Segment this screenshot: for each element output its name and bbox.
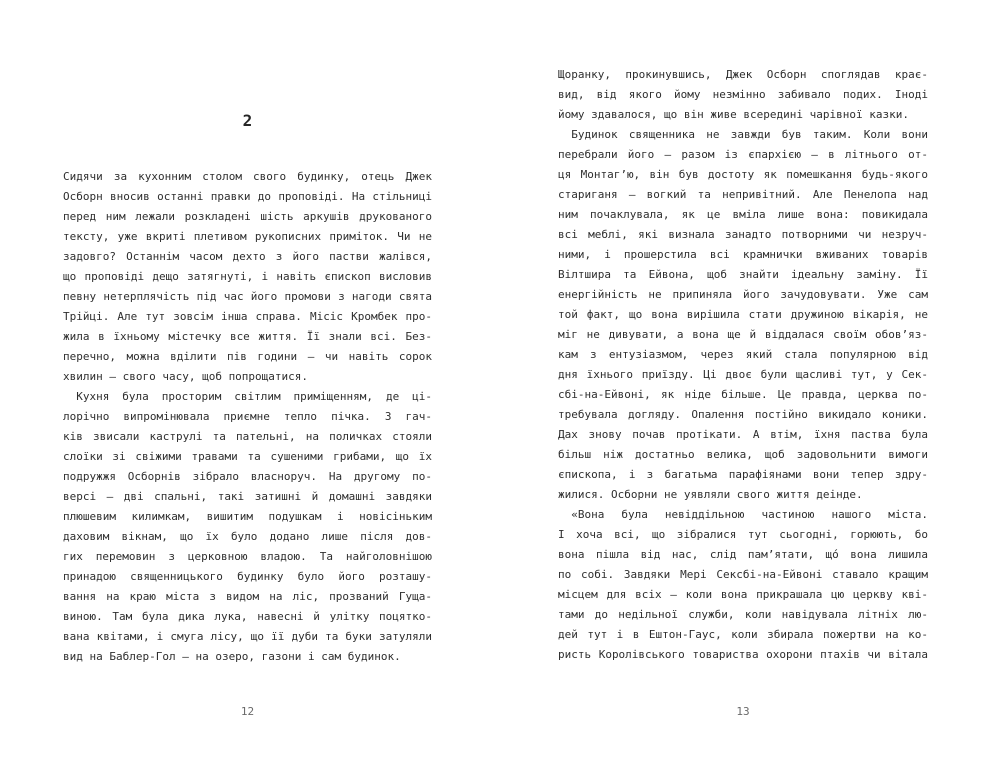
page-right-text	[558, 65, 928, 665]
text-line: лорічно випромінювала приємне тепло пічка. З гач-	[63, 410, 432, 423]
text-line: подружжя Осборнів зібрало власноруч. На другому по-	[63, 470, 432, 483]
text-line: ця Монтаг’ю, він був достоту як помешкання будь-якого	[558, 168, 928, 181]
text-line: вана квітами, і смуга лісу, що її дуби та буки затуляли	[63, 630, 432, 643]
text-line: кам з ентузіазмом, через який стала популярною від	[558, 348, 928, 361]
text-line: тексту, уже вкриті плетивом рукописних приміток. Чи не	[63, 230, 432, 243]
text-line: той факт, що вона вирішила стати дружиною вікарія, не	[558, 308, 928, 321]
text-line: сбі-на-Ейвоні, як ніде більше. Це правда, церква по-	[558, 388, 928, 401]
text-line: вання на краю міста з видом на ліс, прозваний Гуща-	[63, 590, 432, 603]
text-line: вид на Баблер-Гол — на озеро, газони і сам будинок.	[63, 650, 401, 663]
text-line: міг не дивувати, а вона ще й віддалася своїм обов’яз-	[558, 328, 928, 341]
text-line: задовго? Останнім часом дехто з його пастви жалівся,	[63, 250, 432, 263]
text-line: даховим вікнам, що їх було додано лише після дов-	[63, 530, 432, 543]
text-line: єпископа, і з багатьма парафіянами вони тепер здру-	[558, 468, 928, 481]
text-line: місцем для всіх — коли вона прикрашала цю церкву кві-	[558, 588, 928, 601]
text-line: дня їхнього приїзду. Ці двоє були щасливі тут, у Сек-	[558, 368, 928, 381]
text-line: гих перемовин з церковною владою. Та найголовнішою	[63, 550, 432, 563]
text-line: певну нетерплячість під час його промови з нагоди свята	[63, 290, 432, 303]
text-line: вид, від якого йому незмінно забивало подих. Іноді	[558, 88, 928, 101]
text-line: Щоранку, прокинувшись, Джек Осборн споглядав крає-	[558, 68, 928, 81]
text-line: вона пішла від нас, слід пам’ятати, щó вона лишила	[558, 548, 928, 561]
text-line: версі — дві спальні, такі затишні й домашні завдяки	[63, 490, 432, 503]
text-line: енергійність не припиняла його зачудовувати. Уже сам	[558, 288, 928, 301]
text-line: дей тут і в Ештон-Гаус, коли збирала пожертви на ко-	[558, 628, 928, 641]
text-line: перечно, можна вділити пів години — чи навіть сорок	[63, 350, 432, 363]
text-line: всі меблі, які визнала занадто потворними чи незруч-	[558, 228, 928, 241]
text-line: йому здавалося, що він живе всередині чарівної казки.	[558, 108, 909, 121]
text-line: що проповіді дещо затягнуті, і навіть єпископ висловив	[63, 270, 432, 283]
page-number-left: 12	[240, 705, 255, 718]
text-line: Дах знову почав протікати. А втім, їхня паства була	[558, 428, 928, 441]
text-line: требувала догляду. Опалення постійно викидало коники.	[558, 408, 928, 421]
text-line: Вілтшира та Ейвона, щоб знайти ідеальну заміну. Її	[558, 268, 928, 281]
text-line: ними, і прошерстила всі крамнички вживаних товарів	[558, 248, 928, 261]
text-line: «Вона була невіддільною частиною нашого міста.	[571, 508, 928, 521]
text-line: І хоча всі, що зібралися тут сьогодні, горюють, бо	[558, 528, 928, 541]
text-line: ним почаклувала, як це вміла лише вона: повикидала	[558, 208, 928, 221]
text-line: принадою священницького будинку було його розташу-	[63, 570, 432, 583]
text-line: хвилин — свого часу, щоб попрощатися.	[63, 370, 309, 383]
text-line: ків звисали каструлі та пательні, на поличках стояли	[63, 430, 432, 443]
text-line: слоїки зі свіжими травами та сушеними грибами, що їх	[63, 450, 432, 463]
chapter-number: 2	[242, 111, 253, 130]
page-left-text	[63, 167, 432, 667]
text-line: Будинок священника не завжди був таким. Коли вони	[571, 128, 928, 141]
text-line: Сидячи за кухонним столом свого будинку, отець Джек	[63, 170, 432, 183]
text-line: перебрали його — разом із єпархією — в літнього от-	[558, 148, 928, 161]
text-line: плюшевим килимкам, вишитим подушкам і новісіньким	[63, 510, 432, 523]
text-line: стариганя — вогкий та непривітний. Але Пенелопа над	[558, 188, 928, 201]
text-line: жилися. Осборни не уявляли свого життя деінде.	[558, 488, 863, 501]
text-line: тами до недільної служби, коли навідувала літніх лю-	[558, 608, 928, 621]
text-line: перед ним лежали розкладені шість аркушів друкованого	[63, 210, 432, 223]
text-line: по собі. Завдяки Мері Сексбі-на-Ейвоні ставало кращим	[558, 568, 928, 581]
text-line: Трійці. Але тут зовсім інша справа. Місіс Кромбек про-	[63, 310, 432, 323]
page-number-right: 13	[736, 705, 750, 718]
text-line: жила в їхньому містечку все життя. Її знали всі. Без-	[63, 330, 432, 343]
text-line: Кухня була просторим світлим приміщенням, де ці-	[76, 390, 432, 403]
text-line: виною. Там була дика лука, навесні й улітку поцятко-	[63, 610, 432, 623]
text-line: більш ніж достатньо велика, щоб задовольнити вимоги	[558, 448, 928, 461]
text-line: ристь Королівського товариства охорони птахів чи вітала	[558, 648, 928, 661]
text-line: Осборн вносив останні правки до проповіді. На стільниці	[63, 190, 432, 203]
